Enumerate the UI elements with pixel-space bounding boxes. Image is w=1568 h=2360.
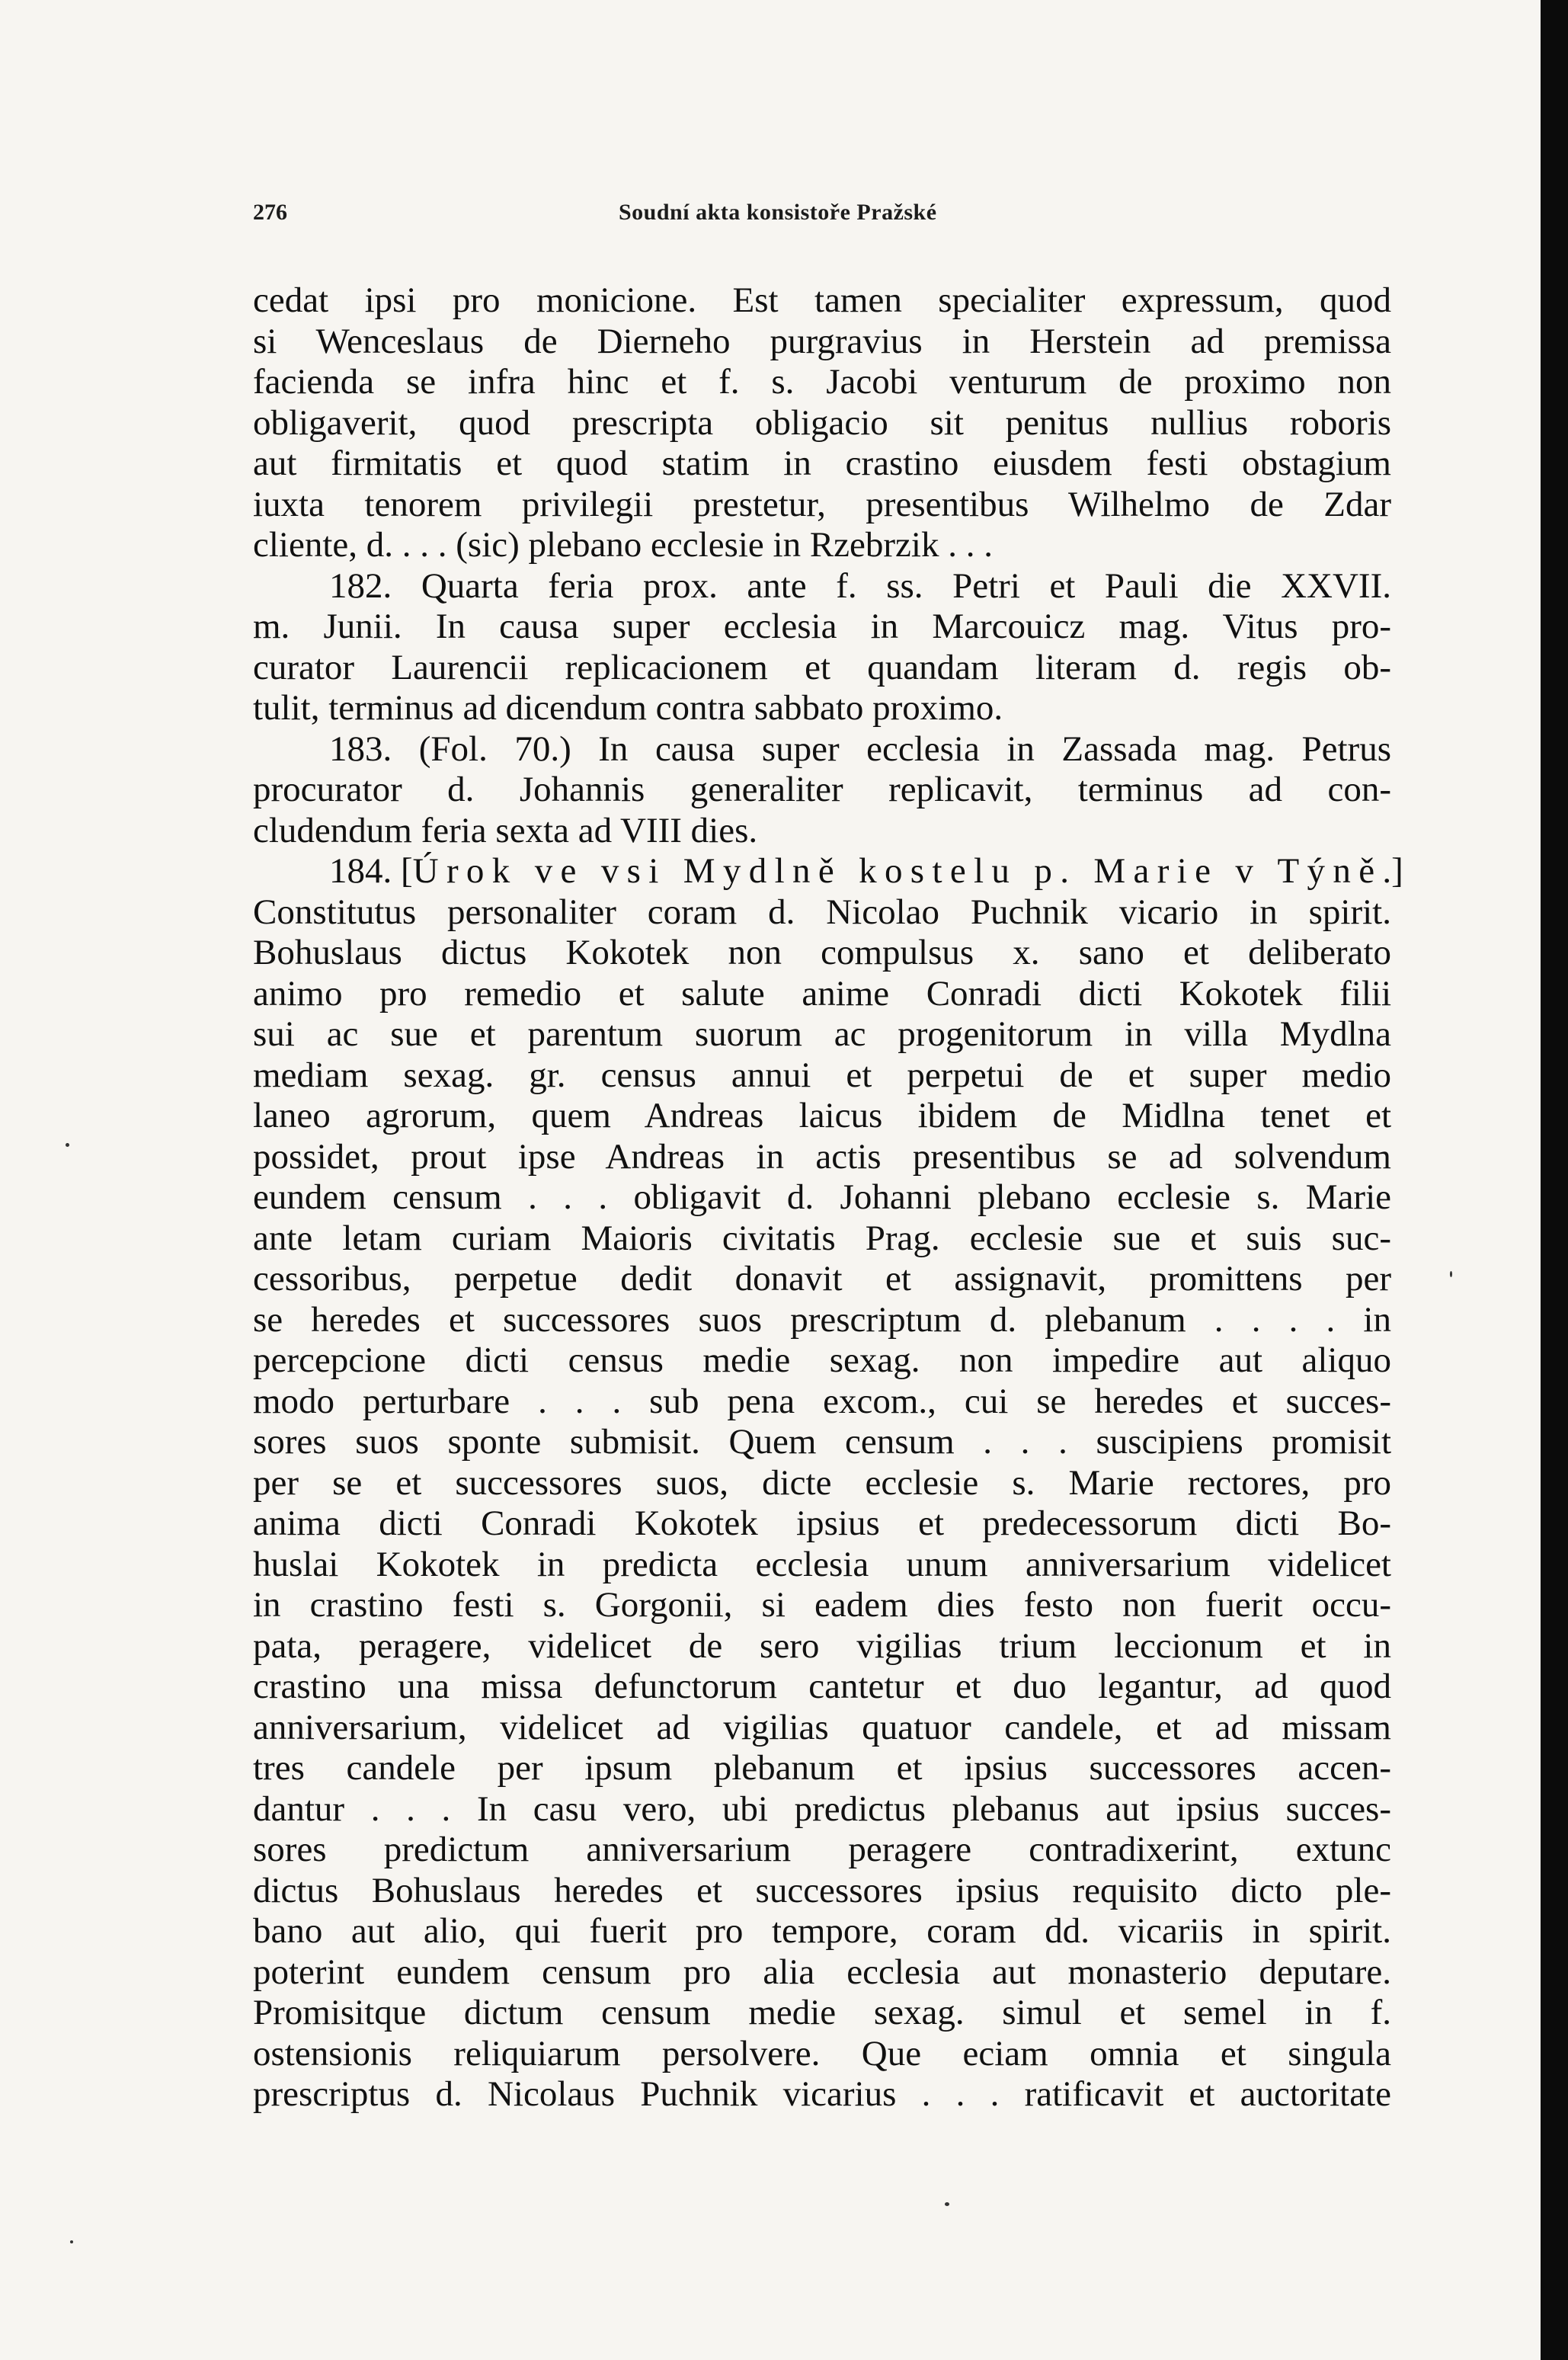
text-line: curator Laurencii replicacionem et quandam literam d. regis ob- [253, 647, 1391, 687]
scan-speck [70, 2240, 73, 2243]
text-line: cedat ipsi pro monicione. Est tamen specialiter expressum, quod [253, 280, 1391, 320]
text-line: Bohuslaus dictus Kokotek non compulsus x. sano et deliberato [253, 933, 1391, 972]
text-line: poterint eundem censum pro alia ecclesia aut monasterio deputare. [253, 1952, 1391, 1992]
text-line: cludendum feria sexta ad VIII dies. [253, 810, 758, 850]
text-line: aut firmitatis et quod statim in crastino eiusdem festi obstagium [253, 444, 1391, 483]
text-line: 182. Quarta feria prox. ante f. ss. Petri et Pauli die XXVII. [329, 565, 1391, 606]
text-line: dictus Bohuslaus heredes et successores ipsius requisito dicto ple- [253, 1870, 1391, 1910]
spaced-heading: Úrok ve vsi Mydlně kostelu p. Marie v Týně [412, 851, 1383, 891]
scan-speck [1450, 1271, 1452, 1277]
text-line: eundem censum . . . obligavit d. Johanni plebano ecclesie s. Marie [253, 1177, 1391, 1217]
text-line: prescriptus d. Nicolaus Puchnik vicarius . . . ratificavit et auctoritate [253, 2074, 1391, 2114]
scan-edge [1541, 0, 1568, 2360]
text-line: facienda se infra hinc et f. s. Jacobi venturum de proximo non [253, 362, 1391, 402]
text-line: in crastino festi s. Gorgonii, si eadem dies festo non fuerit occu- [253, 1585, 1391, 1625]
text-line: sores predictum anniversarium peragere contradixerint, extunc [253, 1830, 1391, 1869]
page-number: 276 [253, 200, 287, 225]
text-line: bano aut alio, qui fuerit pro tempore, coram dd. vicariis in spirit. [253, 1911, 1391, 1951]
text-line: ostensionis reliquiarum persolvere. Que eciam omnia et singula [253, 2033, 1391, 2073]
text-line: si Wenceslaus de Dierneho purgravius in Herstein ad premissa [253, 321, 1391, 361]
text-line: iuxta tenorem privilegii prestetur, presentibus Wilhelmo de Zdar [253, 484, 1391, 524]
text-line: Promisitque dictum censum medie sexag. simul et semel in f. [253, 1993, 1391, 2032]
text-line: ante letam curiam Maioris civitatis Prag. ecclesie sue et suis suc- [253, 1218, 1391, 1258]
text-line: anima dicti Conradi Kokotek ipsius et predecessorum dicti Bo- [253, 1503, 1391, 1543]
text-line: huslai Kokotek in predicta ecclesia unum anniversarium videlicet [253, 1544, 1391, 1584]
scan-speck [66, 1143, 69, 1147]
text-line: sores suos sponte submisit. Quem censum . . . suscipiens promisit [253, 1422, 1391, 1462]
text-line: sui ac sue et parentum suorum ac progenitorum in villa Mydlna [253, 1014, 1391, 1054]
text-fragment: .] [1382, 851, 1403, 891]
text-line: modo perturbare . . . sub pena excom., cui se heredes et succes- [253, 1381, 1391, 1421]
scan-speck [945, 2202, 949, 2206]
text-fragment: 184. [ [329, 851, 413, 891]
text-line: tres candele per ipsum plebanum et ipsius successores accen- [253, 1748, 1391, 1788]
text-line: cessoribus, perpetue dedit donavit et assignavit, promittens per [253, 1259, 1391, 1298]
text-line: anniversarium, videlicet ad vigilias quatuor candele, et ad missam [253, 1707, 1391, 1747]
text-line: procurator d. Johannis generaliter replicavit, terminus ad con- [253, 770, 1391, 809]
text-line: possidet, prout ipse Andreas in actis presentibus se ad solvendum [253, 1136, 1391, 1177]
text-line: per se et successores suos, dicte ecclesie s. Marie rectores, pro [253, 1462, 1391, 1503]
running-title: Soudní akta konsistoře Pražské [619, 200, 937, 225]
text-line: pata, peragere, videlicet de sero vigilias trium leccionum et in [253, 1625, 1391, 1666]
text-line: percepcione dicti census medie sexag. non impedire aut aliquo [253, 1340, 1391, 1380]
text-line: Constitutus personaliter coram d. Nicolao Puchnik vicario in spirit. [253, 892, 1391, 932]
text-line: obligaverit, quod prescripta obligacio sit penitus nullius roboris [253, 402, 1391, 443]
text-line: 183. (Fol. 70.) In causa super ecclesia in Zassada mag. Petrus [329, 728, 1391, 769]
text-line: tulit, terminus ad dicendum contra sabbato proximo. [253, 688, 1003, 728]
body-text [253, 280, 1403, 2115]
text-line: cliente, d. . . . (sic) plebano ecclesie in Rzebrzik . . . [253, 525, 993, 565]
text-line: crastino una missa defunctorum cantetur et duo legantur, ad quod [253, 1667, 1391, 1706]
text-line: dantur . . . In casu vero, ubi predictus plebanus aut ipsius succes- [253, 1788, 1391, 1829]
text-line: mediam sexag. gr. census annui et perpetui de et super medio [253, 1055, 1391, 1095]
text-line: m. Junii. In causa super ecclesia in Marcouicz mag. Vitus pro- [253, 607, 1391, 646]
text-line: se heredes et successores suos prescriptum d. plebanum . . . . in [253, 1299, 1391, 1340]
text-line [253, 851, 1403, 892]
text-line: animo pro remedio et salute anime Conradi dicti Kokotek filii [253, 973, 1391, 1013]
text-line: laneo agrorum, quem Andreas laicus ibidem de Midlna tenet et [253, 1096, 1391, 1135]
